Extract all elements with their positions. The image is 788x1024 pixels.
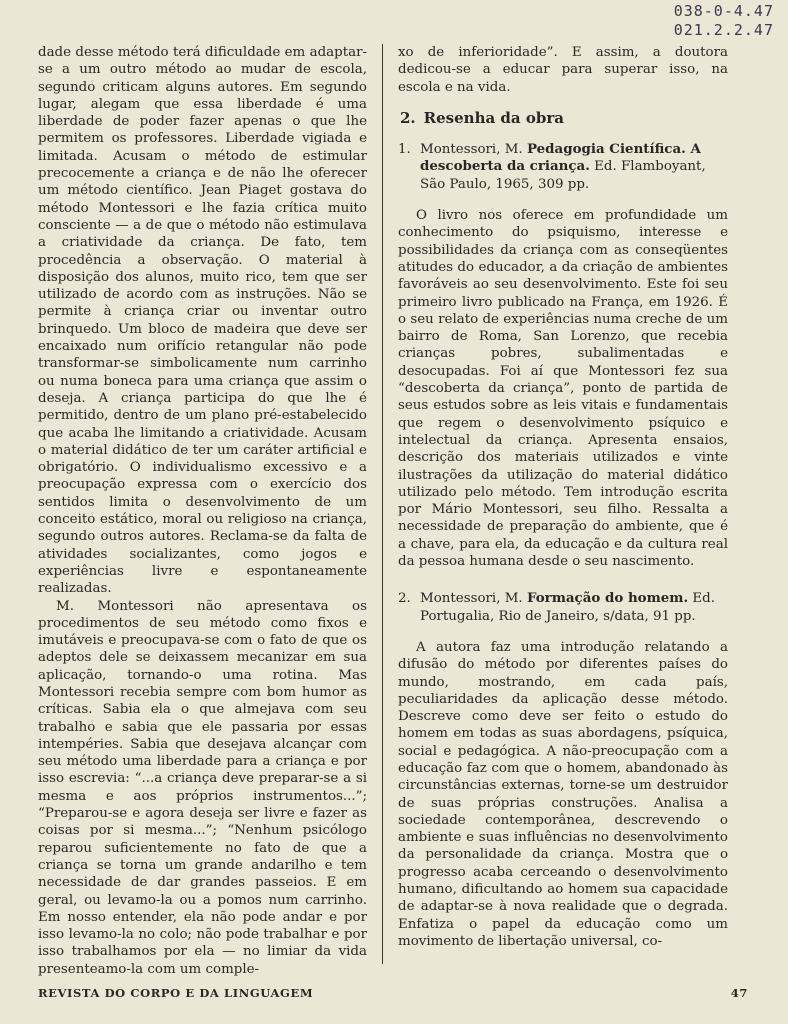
page-number: 47 [730, 986, 748, 1000]
reference-1 [398, 141, 728, 193]
left-paragraph-1: dade desse método terá dificuldade em adaptar-se a um outro método ao mudar de escola, segundo criticam alguns autores. Em segundo lugar, alegam que essa liberdade é uma liberdade de poder fazer apenas o que lhe permitem os professores. Liberdade vigiada e limitada. Acusam o método de estimular precocemente a criança e de não lhe oferecer um método científico. Jean Piaget gostava do método Montessori e lhe fazia crítica muito consciente — a de que o método não estimulava a criatividade da criança. De fato, tem procedência a observação. O material à disposição dos alunos, muito rico, tem que ser utilizado de acordo com as instruções. Não se permite à criança criar ou inventar outro brinquedo. Um bloco de madeira que deve ser encaixado num orifício retangular não pode transformar-se simbolicamente num carrinho ou numa boneca para uma criança que assim o deseja. A criança participa do que lhe é permitido, dentro de um plano pré-estabelecido que acaba lhe limitando a criatividade. Acusam o material didático de ter um caráter artificial e obrigatório. O individualismo excessivo e a preocupação expressa com o exercício dos sentidos limita o desenvolvimento de um conceito estático, moral ou religioso na criança, segundo outros autores. Reclama-se da falta de atividades socializantes, como jogos e experiências livre e espontaneamente realizadas. [38, 45, 367, 597]
reference-2-title: Formação do homem. [526, 590, 689, 607]
reference-1-author: Montessori, M. [420, 142, 523, 158]
reference-2 [398, 590, 728, 625]
review-2-text: A autora faz uma introdução relatando a difusão do método por diferentes países do mundo, mostrando, em cada país, peculiaridades da aplicação desse método. Descreve como deve ser feito o estudo do homem em todas as suas abordagens, psíquica, social e pedagógica. A não-preocupação com a educação faz com que o homem, abandonado às circunstâncias externas, torne-se um destruidor de suas próprias construções. Analisa a sociedade contemporânea, descrevendo o ambiente e suas influências no desenvolvimento da personalidade da criança. Mostra que o progresso acaba cerceando o desenvolvimento humano, dificultando ao homem sua capacidade de adaptar-se à nova realidade que o degrada. Enfatiza o papel da educação como um movimento de libertação universal, co- [398, 639, 728, 949]
reference-1-title: Pedagogia Científica. A descoberta da criança. [420, 141, 701, 175]
review-1-text: O livro nos oferece em profundidade um conhecimento do psiquismo, interesse e possibilidades da criança com as conseqüentes atitudes do educador, a da criação de ambientes favoráveis ao seu desenvolvimento. Este foi seu primeiro livro publicado na França, em 1926. É o seu relato de experiências numa creche de um bairro de Roma, San Lorenzo, que recebia crianças pobres, subalimentadas e desocupadas. Foi aí que Montessori fez sua “descoberta da criança”, ponto de partida de seus estudos sobre as leis vitais e fundamentais que regem o desenvolvimento psíquico e intelectual da criança. Apresenta ensaios, descrição dos materiais utilizados e vinte ilustrações da utilização do material didático utilizado pelo método. Tem introdução escrita por Mário Montessori, seu filho. Ressalta a necessidade de preparação do ambiente, que é a chave, para ela, da educação e da cultura real da pessoa humana desde o seu nascimento. [398, 208, 728, 570]
section-heading [398, 110, 728, 127]
reference-1-number: 1. [398, 142, 411, 158]
column-divider [382, 44, 383, 964]
reference-2-number: 2. [398, 591, 411, 607]
reference-2-details: Ed. Portugalia, Rio de Janeiro, s/data, 91 pp. [420, 591, 715, 624]
left-column [38, 44, 367, 978]
right-paragraph-continuation: xo de inferioridade”. E assim, a doutora dedicou-se a educar para superar isso, na escola e na vida. [398, 45, 728, 95]
journal-title: REVISTA DO CORPO E DA LINGUAGEM [38, 986, 314, 1000]
section-number: 2. [400, 108, 416, 127]
handwritten-line-1: 038-0-4.47 [673, 2, 774, 20]
handwritten-annotation [674, 2, 774, 40]
reference-1-details: Ed. Flamboyant, São Paulo, 1965, 309 pp. [420, 159, 706, 192]
section-title: Resenha da obra [423, 108, 564, 127]
right-column [398, 44, 728, 950]
reference-2-author: Montessori, M. [420, 591, 523, 607]
left-paragraph-2: M. Montessori não apresentava os procedimentos de seu método como fixos e imutáveis e preocupava-se com o fato de que os adeptos dele se deixassem mecanizar em sua aplicação, tornando-o uma rotina. Mas Montessori recebia sempre com bom humor as críticas. Sabia ela o que almejava com seu trabalho e sabia que ele passaria por essas intempéries. Sabia que desejava alcançar com seu método uma liberdade para a criança e por isso escrevia: “...a criança deve preparar-se a si mesma e aos próprios instrumentos...”; “Preparou-se e agora deseja ser livre e fazer as coisas por si mesma...”; “Nenhum psicólogo reparou suficientemente no fato de que a criança se torna um grande andarilho e tem necessidade de dar grandes passeios. E em geral, ou levamo-la ou a pomos num carrinho. Em nosso entender, ela não pode andar e por isso levamo-la no colo; não pode trabalhar e por isso trabalhamos por ela — no limiar da vida presenteamo-la com um comple- [38, 598, 367, 977]
handwritten-line-2: 021.2.2.47 [673, 21, 774, 39]
